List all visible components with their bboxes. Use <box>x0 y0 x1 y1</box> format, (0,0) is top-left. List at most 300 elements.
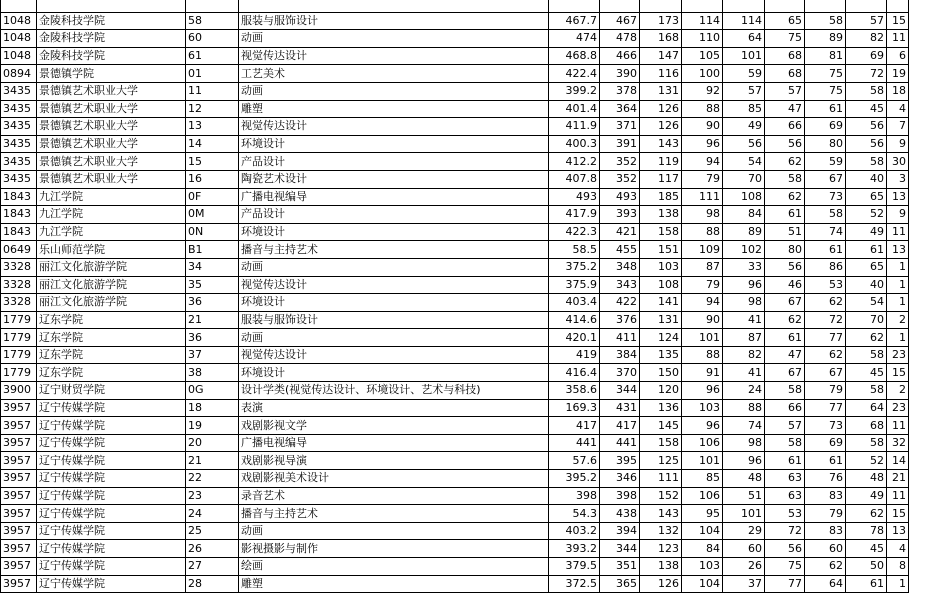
score-cell: 104 <box>682 522 723 540</box>
score-cell: 74 <box>805 223 846 241</box>
score-cell: 61 <box>765 206 805 224</box>
major-name-cell: 雕塑 <box>239 100 549 118</box>
score-cell: 70 <box>723 170 765 188</box>
score-cell: 49 <box>846 487 887 505</box>
score-cell: 422.4 <box>549 65 600 83</box>
school-code-cell: 1048 <box>1 30 37 48</box>
score-cell: 40 <box>846 276 887 294</box>
school-code-cell: 3328 <box>1 276 37 294</box>
school-code-cell: 1779 <box>1 364 37 382</box>
score-cell <box>765 0 805 12</box>
score-cell: 96 <box>723 276 765 294</box>
score-cell: 66 <box>765 399 805 417</box>
score-cell: 58 <box>846 382 887 400</box>
score-cell: 58 <box>846 434 887 452</box>
score-cell: 45 <box>846 364 887 382</box>
score-cell: 152 <box>640 487 682 505</box>
score-cell: 417.9 <box>549 206 600 224</box>
score-cell: 108 <box>640 276 682 294</box>
score-cell: 352 <box>600 153 640 171</box>
major-name-cell: 绘画 <box>239 558 549 576</box>
score-cell: 61 <box>765 452 805 470</box>
score-cell: 61 <box>805 452 846 470</box>
score-cell: 58 <box>805 12 846 30</box>
score-cell: 87 <box>723 329 765 347</box>
score-cell: 79 <box>682 170 723 188</box>
score-cell: 378 <box>600 82 640 100</box>
score-cell: 54.3 <box>549 505 600 523</box>
school-code-cell: 3957 <box>1 522 37 540</box>
score-cell: 58.5 <box>549 241 600 259</box>
score-cell: 411 <box>600 329 640 347</box>
score-cell: 143 <box>640 505 682 523</box>
score-cell: 103 <box>682 558 723 576</box>
score-cell: 173 <box>640 12 682 30</box>
school-name-cell: 辽宁传媒学院 <box>37 470 186 488</box>
score-cell: 403.4 <box>549 294 600 312</box>
school-name-cell: 景德镇艺术职业大学 <box>37 100 186 118</box>
score-cell: 111 <box>640 470 682 488</box>
school-name-cell: 九江学院 <box>37 188 186 206</box>
score-cell: 98 <box>682 206 723 224</box>
score-cell: 98 <box>723 434 765 452</box>
major-name-cell: 播音与主持艺术 <box>239 505 549 523</box>
major-code-cell: 22 <box>186 470 239 488</box>
school-code-cell: 1779 <box>1 311 37 329</box>
score-cell: 13 <box>887 188 909 206</box>
score-cell: 1 <box>887 575 909 593</box>
score-cell: 145 <box>640 417 682 435</box>
score-cell: 51 <box>765 223 805 241</box>
school-name-cell: 辽宁传媒学院 <box>37 558 186 576</box>
school-code-cell: 3435 <box>1 118 37 136</box>
score-cell: 61 <box>805 241 846 259</box>
score-cell: 91 <box>682 364 723 382</box>
major-name-cell: 视觉传达设计 <box>239 47 549 65</box>
score-cell: 143 <box>640 135 682 153</box>
table-row <box>1 241 909 259</box>
score-cell: 58 <box>846 346 887 364</box>
school-code-cell: 3435 <box>1 170 37 188</box>
school-name-cell: 乐山师范学院 <box>37 241 186 259</box>
major-code-cell: 27 <box>186 558 239 576</box>
school-name-cell: 金陵科技学院 <box>37 12 186 30</box>
score-cell: 57 <box>765 82 805 100</box>
score-cell: 62 <box>846 329 887 347</box>
score-cell: 40 <box>846 170 887 188</box>
score-cell: 96 <box>682 382 723 400</box>
score-cell: 90 <box>682 311 723 329</box>
table-row <box>1 417 909 435</box>
major-code-cell: 28 <box>186 575 239 593</box>
school-name-cell: 九江学院 <box>37 206 186 224</box>
score-cell <box>887 0 909 12</box>
score-cell: 364 <box>600 100 640 118</box>
major-name-cell: 产品设计 <box>239 153 549 171</box>
school-name-cell: 辽宁传媒学院 <box>37 522 186 540</box>
score-cell: 50 <box>846 558 887 576</box>
table-row <box>1 47 909 65</box>
score-cell: 95 <box>682 505 723 523</box>
score-cell: 466 <box>600 47 640 65</box>
score-cell: 89 <box>723 223 765 241</box>
score-cell: 169.3 <box>549 399 600 417</box>
major-name-cell: 动画 <box>239 82 549 100</box>
score-cell: 96 <box>723 452 765 470</box>
score-cell: 56 <box>765 258 805 276</box>
score-cell: 344 <box>600 382 640 400</box>
major-name-cell: 环境设计 <box>239 294 549 312</box>
score-cell: 62 <box>805 346 846 364</box>
major-code-cell: 36 <box>186 329 239 347</box>
score-cell: 120 <box>640 382 682 400</box>
major-name-cell: 动画 <box>239 258 549 276</box>
score-cell: 58 <box>765 382 805 400</box>
score-cell: 114 <box>682 12 723 30</box>
score-cell: 53 <box>805 276 846 294</box>
major-code-cell: 16 <box>186 170 239 188</box>
score-cell: 58 <box>805 206 846 224</box>
table-row <box>1 382 909 400</box>
score-cell: 58 <box>846 153 887 171</box>
score-cell: 441 <box>549 434 600 452</box>
score-cell: 57 <box>723 82 765 100</box>
major-name-cell: 戏剧影视美术设计 <box>239 470 549 488</box>
major-code-cell: 61 <box>186 47 239 65</box>
major-name-cell: 服装与服饰设计 <box>239 12 549 30</box>
score-cell: 88 <box>723 399 765 417</box>
school-code-cell: 3957 <box>1 417 37 435</box>
score-cell: 111 <box>682 188 723 206</box>
score-cell: 94 <box>682 294 723 312</box>
school-code-cell: 3435 <box>1 82 37 100</box>
score-cell: 83 <box>805 487 846 505</box>
score-cell: 84 <box>682 540 723 558</box>
school-name-cell: 辽宁传媒学院 <box>37 417 186 435</box>
score-cell: 19 <box>887 65 909 83</box>
score-cell: 21 <box>887 470 909 488</box>
score-cell: 1 <box>887 294 909 312</box>
score-cell: 98 <box>723 294 765 312</box>
score-cell: 94 <box>682 153 723 171</box>
score-cell: 77 <box>765 575 805 593</box>
score-cell: 49 <box>846 223 887 241</box>
score-cell: 73 <box>805 417 846 435</box>
score-cell: 124 <box>640 329 682 347</box>
table-row <box>1 100 909 118</box>
score-cell: 54 <box>846 294 887 312</box>
score-cell: 7 <box>887 118 909 136</box>
score-cell: 69 <box>805 434 846 452</box>
school-code-cell: 1843 <box>1 188 37 206</box>
major-code-cell: 58 <box>186 12 239 30</box>
table-row <box>1 30 909 48</box>
score-cell: 57.6 <box>549 452 600 470</box>
score-cell: 478 <box>600 30 640 48</box>
major-name-cell: 表演 <box>239 399 549 417</box>
school-name-cell: 景德镇艺术职业大学 <box>37 135 186 153</box>
score-cell: 56 <box>765 135 805 153</box>
major-name-cell: 动画 <box>239 329 549 347</box>
major-code-cell: B1 <box>186 241 239 259</box>
score-cell: 64 <box>723 30 765 48</box>
major-name-cell: 广播电视编导 <box>239 188 549 206</box>
score-cell: 136 <box>640 399 682 417</box>
table-row <box>1 364 909 382</box>
major-name-cell <box>239 0 549 12</box>
score-cell: 80 <box>765 241 805 259</box>
major-name-cell: 环境设计 <box>239 364 549 382</box>
table-row <box>1 399 909 417</box>
score-cell: 53 <box>765 505 805 523</box>
major-name-cell: 环境设计 <box>239 223 549 241</box>
score-cell: 106 <box>682 487 723 505</box>
score-cell: 135 <box>640 346 682 364</box>
score-cell: 57 <box>765 417 805 435</box>
school-code-cell: 3328 <box>1 294 37 312</box>
score-cell: 1 <box>887 276 909 294</box>
score-cell: 400.3 <box>549 135 600 153</box>
major-name-cell: 视觉传达设计 <box>239 346 549 364</box>
major-code-cell: 23 <box>186 487 239 505</box>
score-cell: 126 <box>640 118 682 136</box>
major-name-cell: 设计学类(视觉传达设计、环境设计、艺术与科技) <box>239 382 549 400</box>
score-cell: 62 <box>765 311 805 329</box>
school-name-cell: 景德镇艺术职业大学 <box>37 82 186 100</box>
score-cell: 344 <box>600 540 640 558</box>
school-code-cell: 1779 <box>1 346 37 364</box>
score-cell: 68 <box>846 417 887 435</box>
score-cell: 32 <box>887 434 909 452</box>
score-cell: 185 <box>640 188 682 206</box>
score-cell: 100 <box>682 65 723 83</box>
school-name-cell: 辽宁传媒学院 <box>37 575 186 593</box>
score-cell: 358.6 <box>549 382 600 400</box>
major-code-cell: 36 <box>186 294 239 312</box>
score-cell: 101 <box>682 329 723 347</box>
table-row <box>1 65 909 83</box>
score-cell: 37 <box>723 575 765 593</box>
score-cell <box>723 0 765 12</box>
score-cell: 417 <box>600 417 640 435</box>
school-name-cell: 辽宁财贸学院 <box>37 382 186 400</box>
score-cell: 414.6 <box>549 311 600 329</box>
table-row <box>1 434 909 452</box>
school-code-cell: 1779 <box>1 329 37 347</box>
score-cell: 398 <box>549 487 600 505</box>
score-cell: 416.4 <box>549 364 600 382</box>
score-cell: 407.8 <box>549 170 600 188</box>
score-cell: 75 <box>765 30 805 48</box>
score-cell: 15 <box>887 364 909 382</box>
score-cell: 131 <box>640 82 682 100</box>
table-row <box>1 12 909 30</box>
score-cell: 83 <box>805 522 846 540</box>
school-code-cell: 1843 <box>1 206 37 224</box>
score-cell: 123 <box>640 540 682 558</box>
school-code-cell: 1048 <box>1 12 37 30</box>
major-code-cell: 01 <box>186 65 239 83</box>
score-cell: 60 <box>805 540 846 558</box>
table-row <box>1 311 909 329</box>
score-cell: 69 <box>805 118 846 136</box>
score-cell: 2 <box>887 382 909 400</box>
major-code-cell: 34 <box>186 258 239 276</box>
score-cell: 411.9 <box>549 118 600 136</box>
score-cell: 30 <box>887 153 909 171</box>
school-name-cell: 辽宁传媒学院 <box>37 505 186 523</box>
score-cell: 390 <box>600 65 640 83</box>
major-code-cell: 60 <box>186 30 239 48</box>
score-cell: 85 <box>682 470 723 488</box>
score-cell: 62 <box>846 505 887 523</box>
score-cell: 85 <box>723 100 765 118</box>
score-cell: 68 <box>765 47 805 65</box>
school-code-cell: 3435 <box>1 100 37 118</box>
major-code-cell: 24 <box>186 505 239 523</box>
school-code-cell: 3957 <box>1 540 37 558</box>
table-row <box>1 470 909 488</box>
score-cell: 56 <box>765 540 805 558</box>
score-cell: 69 <box>846 47 887 65</box>
table-row <box>1 522 909 540</box>
school-name-cell: 辽宁传媒学院 <box>37 434 186 452</box>
score-cell: 68 <box>765 65 805 83</box>
score-cell: 4 <box>887 540 909 558</box>
score-cell: 422 <box>600 294 640 312</box>
score-cell: 455 <box>600 241 640 259</box>
score-cell: 343 <box>600 276 640 294</box>
score-cell: 72 <box>765 522 805 540</box>
school-name-cell: 金陵科技学院 <box>37 47 186 65</box>
major-name-cell: 工艺美术 <box>239 65 549 83</box>
score-cell: 51 <box>723 487 765 505</box>
table-row <box>1 329 909 347</box>
score-cell: 80 <box>805 135 846 153</box>
major-name-cell: 录音艺术 <box>239 487 549 505</box>
score-cell: 45 <box>846 100 887 118</box>
score-cell: 14 <box>887 452 909 470</box>
school-code-cell: 3900 <box>1 382 37 400</box>
school-name-cell: 辽东学院 <box>37 311 186 329</box>
score-cell: 61 <box>765 329 805 347</box>
score-cell: 58 <box>846 82 887 100</box>
score-cell: 62 <box>765 188 805 206</box>
score-cell: 4 <box>887 100 909 118</box>
score-cell: 125 <box>640 452 682 470</box>
major-code-cell: 11 <box>186 82 239 100</box>
table-row <box>1 558 909 576</box>
score-cell: 70 <box>846 311 887 329</box>
score-cell: 86 <box>805 258 846 276</box>
score-cell: 92 <box>682 82 723 100</box>
score-cell: 351 <box>600 558 640 576</box>
score-cell: 375.9 <box>549 276 600 294</box>
score-cell: 56 <box>846 118 887 136</box>
major-code-cell: 25 <box>186 522 239 540</box>
score-cell: 41 <box>723 311 765 329</box>
school-code-cell: 3957 <box>1 399 37 417</box>
score-cell: 168 <box>640 30 682 48</box>
score-cell: 370 <box>600 364 640 382</box>
score-cell: 48 <box>723 470 765 488</box>
score-cell: 2 <box>887 311 909 329</box>
score-cell: 467.7 <box>549 12 600 30</box>
score-cell: 33 <box>723 258 765 276</box>
major-name-cell: 陶瓷艺术设计 <box>239 170 549 188</box>
score-cell: 56 <box>723 135 765 153</box>
score-cell: 391 <box>600 135 640 153</box>
score-cell: 474 <box>549 30 600 48</box>
score-cell: 401.4 <box>549 100 600 118</box>
score-cell: 106 <box>682 434 723 452</box>
score-cell: 29 <box>723 522 765 540</box>
score-cell: 431 <box>600 399 640 417</box>
score-cell: 57 <box>846 12 887 30</box>
score-cell: 372.5 <box>549 575 600 593</box>
major-code-cell: 21 <box>186 452 239 470</box>
score-cell: 96 <box>682 417 723 435</box>
score-cell: 66 <box>765 118 805 136</box>
score-cell: 62 <box>805 558 846 576</box>
score-cell <box>846 0 887 12</box>
score-cell <box>600 0 640 12</box>
score-cell: 412.2 <box>549 153 600 171</box>
school-name-cell: 金陵科技学院 <box>37 30 186 48</box>
school-name-cell: 辽宁传媒学院 <box>37 540 186 558</box>
school-name-cell: 辽宁传媒学院 <box>37 452 186 470</box>
score-cell: 398 <box>600 487 640 505</box>
major-name-cell: 影视摄影与制作 <box>239 540 549 558</box>
major-code-cell: 20 <box>186 434 239 452</box>
score-cell: 438 <box>600 505 640 523</box>
score-cell: 393.2 <box>549 540 600 558</box>
score-cell: 131 <box>640 311 682 329</box>
score-cell: 82 <box>723 346 765 364</box>
score-cell: 87 <box>682 258 723 276</box>
score-cell: 419 <box>549 346 600 364</box>
school-name-cell: 丽江文化旅游学院 <box>37 258 186 276</box>
score-cell: 3 <box>887 170 909 188</box>
school-code-cell: 3957 <box>1 558 37 576</box>
score-cell <box>640 0 682 12</box>
score-cell: 58 <box>765 170 805 188</box>
score-cell: 18 <box>887 82 909 100</box>
score-cell: 47 <box>765 346 805 364</box>
table-row <box>1 118 909 136</box>
score-cell: 78 <box>846 522 887 540</box>
score-cell: 77 <box>805 399 846 417</box>
score-cell: 114 <box>723 12 765 30</box>
score-cell: 62 <box>765 153 805 171</box>
school-name-cell <box>37 0 186 12</box>
score-cell: 24 <box>723 382 765 400</box>
score-cell: 132 <box>640 522 682 540</box>
score-cell: 11 <box>887 223 909 241</box>
score-cell <box>682 0 723 12</box>
score-cell: 422.3 <box>549 223 600 241</box>
score-cell: 65 <box>765 12 805 30</box>
score-cell: 89 <box>805 30 846 48</box>
score-cell: 417 <box>549 417 600 435</box>
score-cell: 79 <box>805 505 846 523</box>
major-code-cell: 14 <box>186 135 239 153</box>
table-row <box>1 223 909 241</box>
major-name-cell: 播音与主持艺术 <box>239 241 549 259</box>
school-code-cell: 3957 <box>1 470 37 488</box>
score-cell: 393 <box>600 206 640 224</box>
score-cell: 74 <box>723 417 765 435</box>
